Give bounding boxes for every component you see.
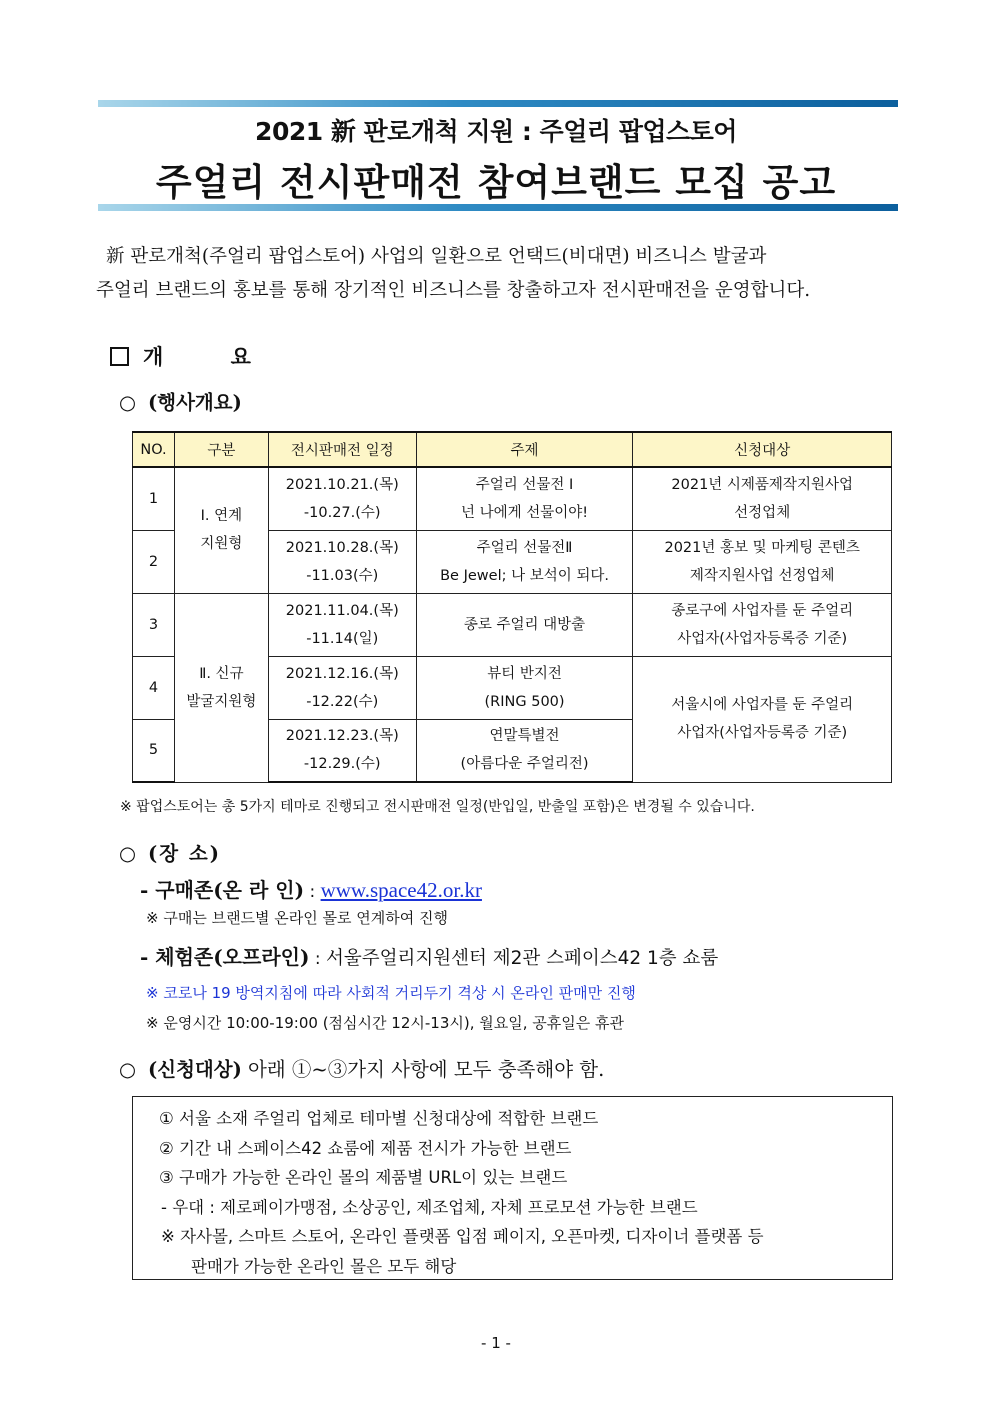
- header-target: 신청대상: [633, 432, 892, 467]
- schedule-cell: [268, 593, 416, 656]
- header-category: 구분: [174, 432, 268, 467]
- eligibility-item: ① 서울 소재 주얼리 업체로 테마별 신청대상에 적합한 브랜드: [159, 1109, 599, 1128]
- online-zone-link[interactable]: www.space42.or.kr: [320, 878, 482, 902]
- title-bottom-bar: [98, 204, 898, 211]
- schedule-end: -11.03(수): [306, 567, 379, 584]
- eligibility-note-line2: 판매가 가능한 온라인 몰은 모두 해당: [191, 1256, 457, 1276]
- eligibility-box: [132, 1096, 893, 1280]
- schedule-start: 2021.12.23.(목): [285, 728, 399, 745]
- category-label: 지원형: [200, 536, 243, 553]
- eligibility-label: (신청대상): [148, 1058, 242, 1081]
- table-header-row: [133, 432, 892, 467]
- event-overview-heading: [119, 387, 242, 415]
- target-line: 사업자(사업자등록증 기준): [677, 630, 848, 647]
- schedule-start: 2021.11.04.(목): [285, 602, 399, 619]
- schedule-start: 2021.10.21.(목): [285, 476, 399, 493]
- target-cell: [633, 593, 892, 656]
- circle-bullet-icon: ○: [119, 1058, 137, 1081]
- table-note: ※ 팝업스토어는 총 5가지 테마로 진행되고 전시판매전 일정(반입일, 반출일 포함)은 변경될 수 있습니다.: [120, 799, 755, 815]
- header-no: NO.: [133, 432, 175, 467]
- row-no: 2: [133, 530, 175, 593]
- target-cell: [633, 530, 892, 593]
- category-label: Ⅰ. 연계: [200, 508, 243, 525]
- intro-paragraph: [96, 240, 896, 308]
- online-zone-note: ※ 구매는 브랜드별 온라인 몰로 연계하여 진행: [146, 909, 448, 927]
- eligibility-item: ② 기간 내 스페이스42 쇼룸에 제품 전시가 가능한 브랜드: [159, 1138, 572, 1158]
- eligibility-item: ③ 구매가 가능한 온라인 몰의 제품별 URL이 있는 브랜드: [159, 1168, 568, 1187]
- theme-line: 뷰티 반지전: [487, 665, 562, 682]
- circle-bullet-icon: ○: [119, 391, 137, 414]
- section-overview-heading: [110, 341, 281, 371]
- target-line: 2021년 시제품제작지원사업: [671, 476, 853, 493]
- theme-line: 주얼리 선물전Ⅱ: [476, 539, 573, 556]
- page-number: - 1 -: [481, 1334, 511, 1352]
- theme-line: (아름다운 주얼리전): [460, 756, 589, 773]
- schedule-cell: [268, 530, 416, 593]
- theme-line: 연말특별전: [489, 728, 560, 745]
- online-zone-line: [140, 874, 482, 903]
- category-cell: [174, 467, 268, 593]
- category-cell: [174, 593, 268, 782]
- category-label: 발굴지원형: [186, 693, 257, 710]
- target-line: 선정업체: [734, 504, 791, 521]
- target-line: 종로구에 사업자를 둔 주얼리: [671, 602, 854, 619]
- offline-zone-label: - 체험존(오프라인): [140, 945, 310, 969]
- table-row: [133, 593, 892, 656]
- event-overview-label: (행사개요): [148, 391, 242, 414]
- schedule-start: 2021.10.28.(목): [285, 539, 399, 556]
- hours-note: ※ 운영시간 10:00-19:00 (점심시간 12시-13시), 월요일, 공휴일은 휴관: [146, 1014, 624, 1032]
- intro-line1: 新 판로개척(주얼리 팝업스토어) 사업의 일환으로 언택드(비대면) 비즈니스 발굴과: [106, 246, 767, 267]
- square-bullet-icon: [110, 347, 129, 366]
- intro-line2: 주얼리 브랜드의 홍보를 통해 장기적인 비즈니스를 창출하고자 전시판매전을 운영합니다.: [96, 280, 811, 301]
- eligibility-heading: [119, 1054, 604, 1082]
- offline-zone-sep: :: [309, 949, 326, 969]
- theme-line: (RING 500): [484, 693, 565, 710]
- eligibility-text: 아래 ①~③가지 사항에 모두 충족해야 함.: [241, 1058, 605, 1081]
- schedule-cell: [268, 467, 416, 530]
- target-line: 2021년 홍보 및 마케팅 콘텐츠: [664, 539, 860, 556]
- target-line: 서울시에 사업자를 둔 주얼리: [671, 697, 854, 713]
- section-overview-label: 개 요: [143, 344, 281, 369]
- header-theme: 주제: [416, 432, 633, 467]
- row-no: 3: [133, 593, 175, 656]
- offline-zone-value: 서울주얼리지원센터 제2관 스페이스42 1층 쇼룸: [325, 948, 719, 969]
- place-label: (장 소): [148, 842, 221, 865]
- event-table: [132, 431, 892, 783]
- circle-bullet-icon: ○: [119, 842, 137, 865]
- theme-line: Be Jewel; 나 보석이 되다.: [440, 567, 609, 584]
- row-no: 1: [133, 467, 175, 530]
- theme-cell: [416, 719, 633, 782]
- header-schedule: 전시판매전 일정: [268, 432, 416, 467]
- title-top-bar: [98, 100, 898, 107]
- theme-cell: [416, 530, 633, 593]
- target-line: 제작지원사업 선정업체: [689, 567, 835, 584]
- row-no: 4: [133, 656, 175, 719]
- theme-line: 주얼리 선물전 I: [475, 476, 574, 493]
- schedule-end: -11.14(일): [306, 630, 379, 647]
- row-no: 5: [133, 719, 175, 782]
- theme-cell: [416, 656, 633, 719]
- schedule-end: -12.29.(수): [303, 756, 381, 773]
- target-cell: [633, 467, 892, 530]
- category-label: Ⅱ. 신규: [199, 665, 244, 682]
- offline-zone-line: [140, 941, 718, 970]
- place-heading: [119, 838, 221, 866]
- theme-cell: [416, 593, 633, 656]
- covid-note: ※ 코로나 19 방역지침에 따라 사회적 거리두기 격상 시 온라인 판매만 진행: [146, 984, 636, 1002]
- schedule-cell: [268, 719, 416, 782]
- target-cell: [633, 656, 892, 782]
- schedule-cell: [268, 656, 416, 719]
- schedule-end: -12.22(수): [306, 693, 379, 710]
- target-line: 사업자(사업자등록증 기준): [677, 725, 848, 741]
- schedule-start: 2021.12.16.(목): [285, 665, 399, 682]
- online-zone-label: - 구매존(온 라 인): [140, 878, 305, 902]
- theme-line: 종로 주얼리 대방출: [463, 616, 586, 633]
- title-line1: 2021 新 판로개척 지원 : 주얼리 팝업스토어: [255, 117, 737, 146]
- theme-cell: [416, 467, 633, 530]
- title-line2: 주얼리 전시판매전 참여브랜드 모집 공고: [155, 161, 837, 204]
- theme-line: 넌 나에게 선물이야!: [460, 504, 589, 521]
- online-zone-sep: :: [304, 882, 321, 902]
- eligibility-note-line1: ※ 자사몰, 스마트 스토어, 온라인 플랫폼 입점 페이지, 오픈마켓, 디자이너 플랫폼 등: [161, 1227, 764, 1246]
- schedule-end: -10.27.(수): [303, 504, 381, 521]
- preference-line: - 우대 : 제로페이가맹점, 소상공인, 제조업체, 자체 프로모션 가능한 브랜드: [161, 1197, 698, 1217]
- table-row: [133, 467, 892, 530]
